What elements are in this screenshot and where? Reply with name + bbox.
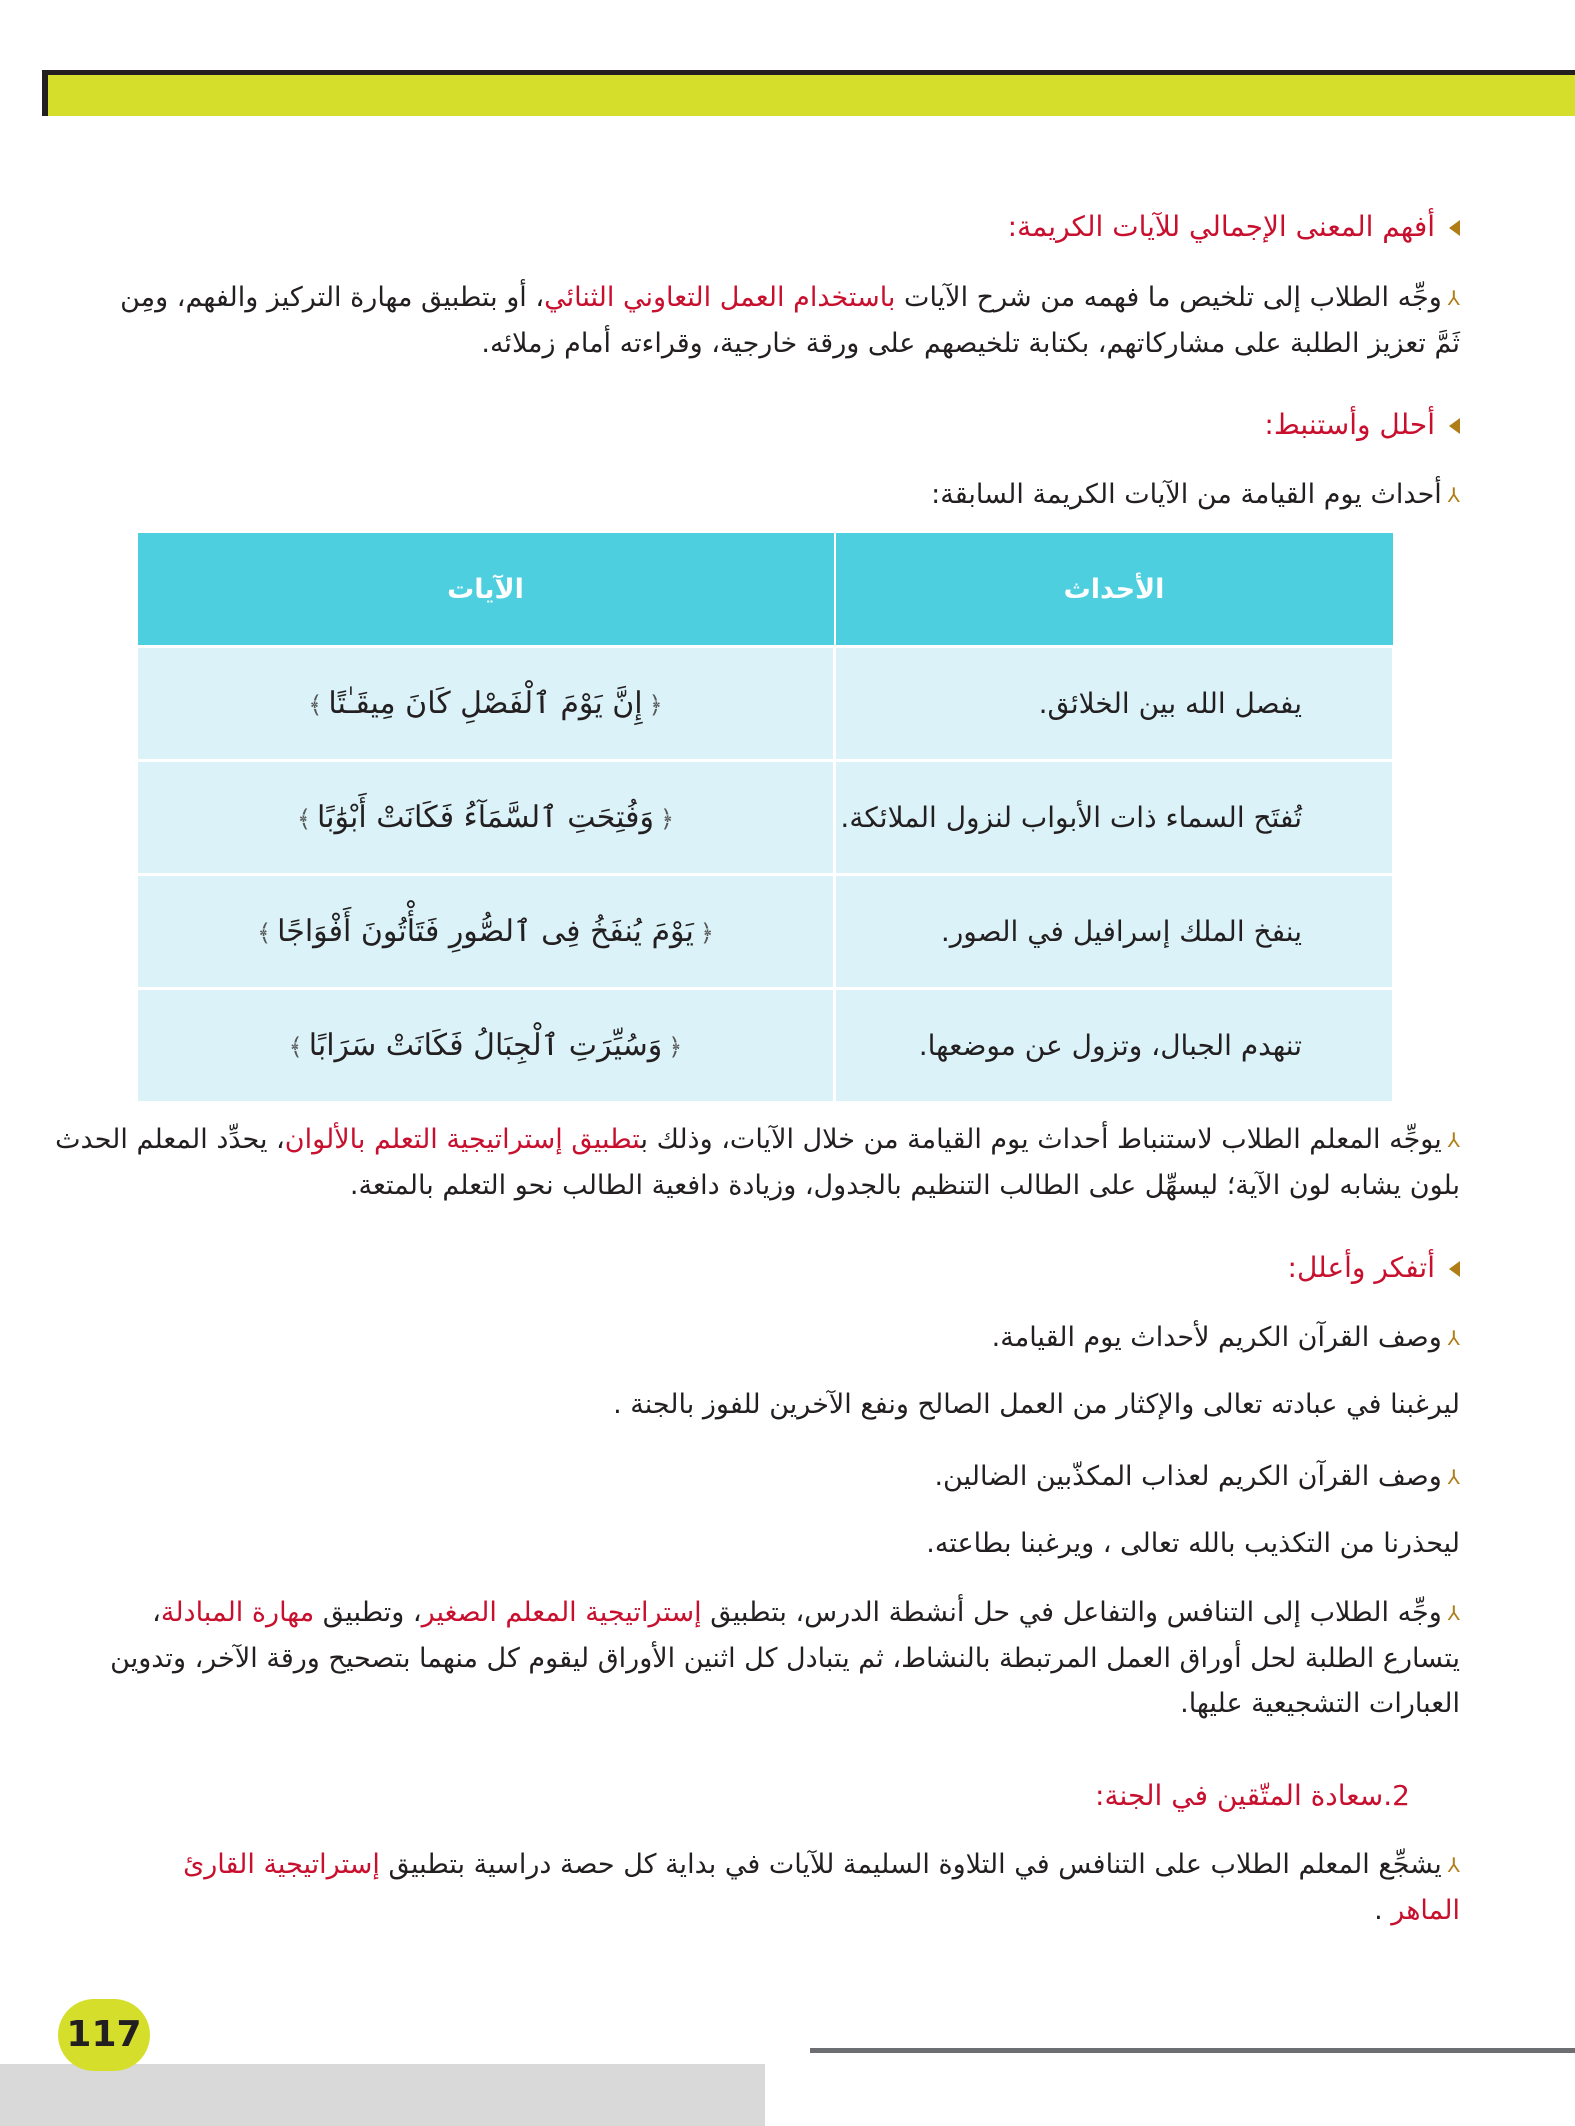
section-heading-reflect: أتفكر وأعلل: (1288, 1248, 1460, 1288)
event-cell: ينفخ الملك إسرافيل في الصور. (835, 875, 1394, 989)
paragraph-summary: ⅄وجِّه الطلاب إلى تلخيص ما فهمه من شرح الآيات باستخدام العمل التعاوني الثنائي، أو بتطبيق مهارة التركيز والفهم، ومِن ثَمَّ تعزيز الطلبة على مشاركاتهم، بكتابة تلخيصهم على ورقة خارجية، وقراءته أمام زملائه. (115, 275, 1460, 366)
answer-2: ليحذرنا من التكذيب بالله تعالى ، ويرغبنا بطاعته. (926, 1528, 1460, 1559)
leaf-bullet-icon: ⅄ (1447, 1465, 1460, 1489)
table-row (137, 761, 1394, 875)
header-events: الأحداث (835, 532, 1394, 647)
event-cell: تنهدم الجبال، وتزول عن موضعها. (835, 989, 1394, 1103)
table-row (137, 875, 1394, 989)
section-heading-analyze: أحلل وأستنبط: (1264, 405, 1460, 445)
page-number: 117 (58, 1999, 150, 2071)
footer-rule (810, 2048, 1575, 2053)
paragraph-little-teacher: ⅄وجِّه الطلاب إلى التنافس والتفاعل في حل أنشطة الدرس، بتطبيق إستراتيجية المعلم الصغير، وتطبيق مهارة المبادلة، يتسارع الطلبة لحل أوراق العمل المرتبطة بالنشاط، ثم يتبادل كل اثنين الأوراق ليقوم كل منهما بتصحيح ورقة الآخر، وتدوين العبارات التشجيعية عليها. (110, 1590, 1460, 1726)
event-cell: يفصل الله بين الخلائق. (835, 647, 1394, 761)
table-intro: ⅄أحداث يوم القيامة من الآيات الكريمة السابقة: (931, 472, 1460, 518)
paragraph-skilled-reader: ⅄يشجِّع المعلم الطلاب على التنافس في التلاوة السليمة للآيات في بداية كل حصة دراسية بتطبيق إستراتيجية القارئ الماهر . (110, 1842, 1460, 1933)
question-1: ⅄وصف القرآن الكريم لأحداث يوم القيامة. (992, 1315, 1460, 1361)
verse-cell: ﴿إِنَّ يَوْمَ ٱلْفَصْلِ كَانَ مِيقَـٰتًا﴾ (137, 647, 835, 761)
bullet-triangle-icon (1449, 1261, 1460, 1277)
leaf-bullet-icon: ⅄ (1447, 1128, 1460, 1152)
leaf-bullet-icon: ⅄ (1447, 1326, 1460, 1350)
event-cell: تُفتَح السماء ذات الأبواب لنزول الملائكة. (835, 761, 1394, 875)
leaf-bullet-icon: ⅄ (1447, 1853, 1460, 1877)
leaf-bullet-icon: ⅄ (1447, 1601, 1460, 1625)
verse-cell: ﴿يَوْمَ يُنفَخُ فِى ٱلصُّورِ فَتَأْتُونَ أَفْوَاجًا﴾ (137, 875, 835, 989)
leaf-bullet-icon: ⅄ (1447, 483, 1460, 507)
paragraph-colors-strategy: ⅄يوجِّه المعلم الطلاب لاستنباط أحداث يوم القيامة من خلال الآيات، وذلك بتطبيق إستراتيجية التعلم بالألوان، يحدِّد المعلم الحدث بلون يشابه لون الآية؛ ليسهِّل على الطالب التنظيم بالجدول، وزيادة دافعية الطالب نحو التعلم بالمتعة. (50, 1117, 1460, 1208)
footer-cutout (765, 2046, 1575, 2126)
bullet-triangle-icon (1449, 418, 1460, 434)
header-verses: الآيات (137, 532, 835, 647)
section-heading-meaning: أفهم المعنى الإجمالي للآيات الكريمة: (1008, 207, 1460, 247)
table-header-row (137, 532, 1394, 647)
verse-cell: ﴿وَسُيِّرَتِ ٱلْجِبَالُ فَكَانَتْ سَرَابًا﴾ (137, 989, 835, 1103)
answer-1: ليرغبنا في عبادته تعالى والإكثار من العمل الصالح ونفع الآخرين للفوز بالجنة . (613, 1389, 1460, 1420)
section-heading-paradise: 2.سعادة المتّقين في الجنة: (1095, 1779, 1410, 1812)
leaf-bullet-icon: ⅄ (1447, 286, 1460, 310)
bullet-triangle-icon (1449, 220, 1460, 236)
question-2: ⅄وصف القرآن الكريم لعذاب المكذّبين الضالين. (934, 1454, 1460, 1500)
table-row (137, 647, 1394, 761)
verse-cell: ﴿وَفُتِحَتِ ٱلسَّمَآءُ فَكَانَتْ أَبْوَٰبًا﴾ (137, 761, 835, 875)
events-verses-table (135, 531, 1395, 1104)
table-row (137, 989, 1394, 1103)
top-color-bar (42, 70, 1575, 116)
